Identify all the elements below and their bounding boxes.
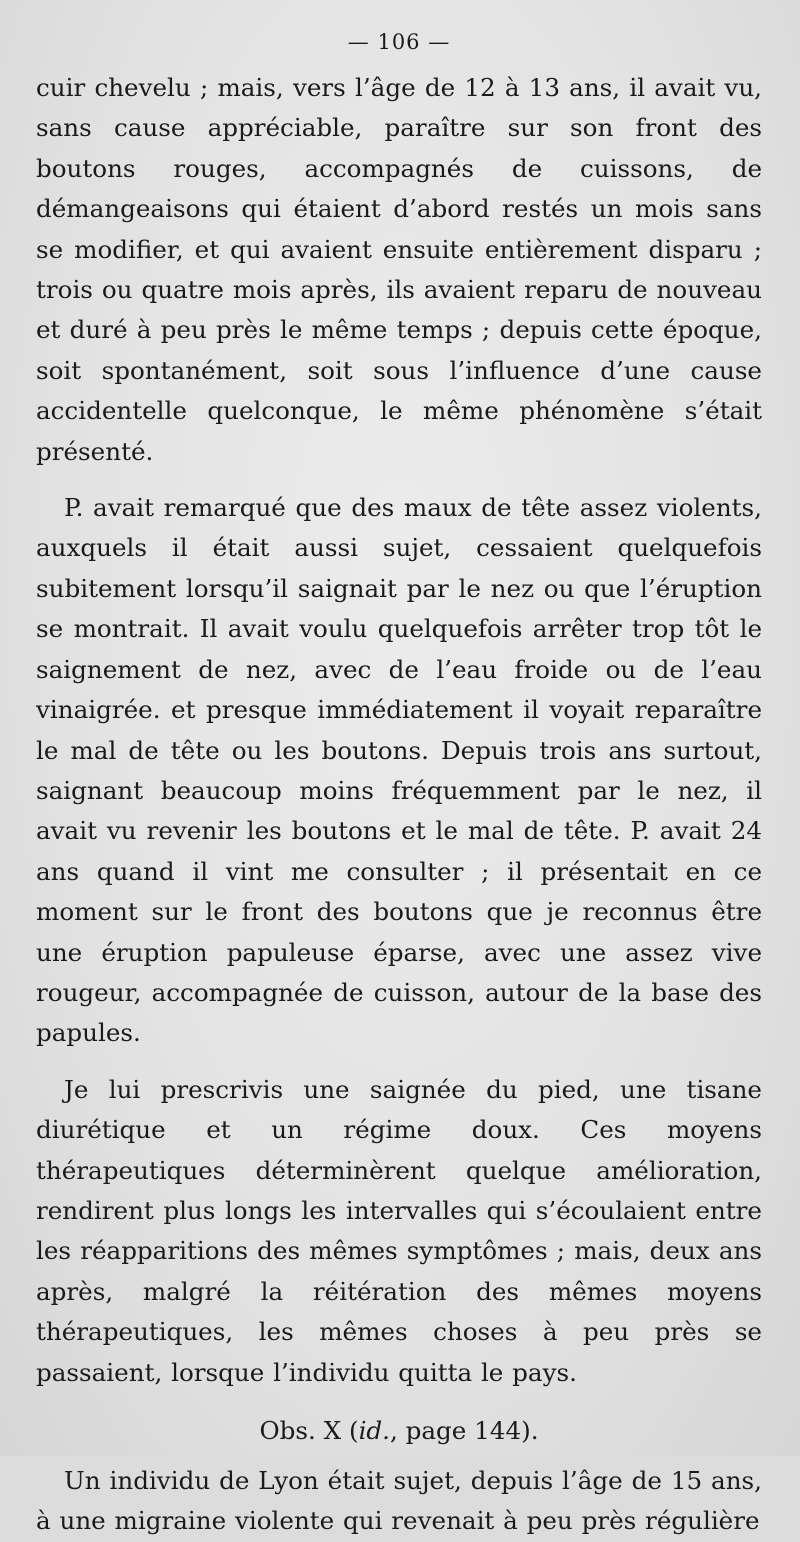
paragraph-prescription: Je lui prescrivis une saignée du pied, une tisane diurétique et un régime doux. Ces moyens thérapeutiques déterminèrent quelque amélioration, rendirent plus longs les intervalles qui s’écoulaient entre les réapparitions des mêmes symptômes ; mais, deux ans après, malgré la réitération des mêmes moyens thérapeutiques, les mêmes choses à peu près se passaient, lorsque l’individu quitta le pays. [36, 1074, 762, 1387]
paragraph-observation-x: Un individu de Lyon était sujet, depuis l’âge de 15 ans, à une migraine violente qui revenait à peu près régulière [36, 1466, 762, 1536]
heading-suffix: , page 144). [390, 1416, 539, 1445]
page-number: — 106 — [347, 30, 451, 54]
paragraph-continuation: cuir chevelu ; mais, vers l’âge de 12 à 13 ans, il avait vu, sans cause appréciable, paraître sur son front des boutons rouges, accompagnés de cuissons, de démangeaisons qui étaient d’abord restés un mois sans se modifier, et qui avaient ensuite entièrement disparu ; trois ou quatre mois après, ils avaient reparu de nouveau et duré à peu près le même temps ; depuis cette époque, soit spontanément, soit sous l’influence d’une cause accidentelle quelconque, le même phénomène s’était présenté. [36, 73, 762, 466]
heading-italic: id. [358, 1416, 390, 1445]
observation-heading [36, 1411, 762, 1451]
paragraph-p-remarque: P. avait remarqué que des maux de tête assez violents, auxquels il était aussi sujet, cessaient quelquefois subitement lorsqu’il saignait par le nez ou que l’éruption se montrait. Il avait voulu quelquefois arrêter trop tôt le saignement de nez, avec de l’eau froide ou de l’eau vinaigrée. et presque immédiatement il voyait reparaître le mal de tête ou les boutons. Depuis trois ans surtout, saignant beaucoup moins fréquemment par le nez, il avait vu revenir les boutons et le mal de tête. P. avait 24 ans quand il vint me consulter ; il présentait en ce moment sur le front des boutons que je reconnus être une éruption papuleuse éparse, avec une assez vive rougeur, accompagnée de cuisson, autour de la base des papules. [36, 493, 762, 1048]
heading-prefix: Obs. X ( [259, 1416, 359, 1445]
